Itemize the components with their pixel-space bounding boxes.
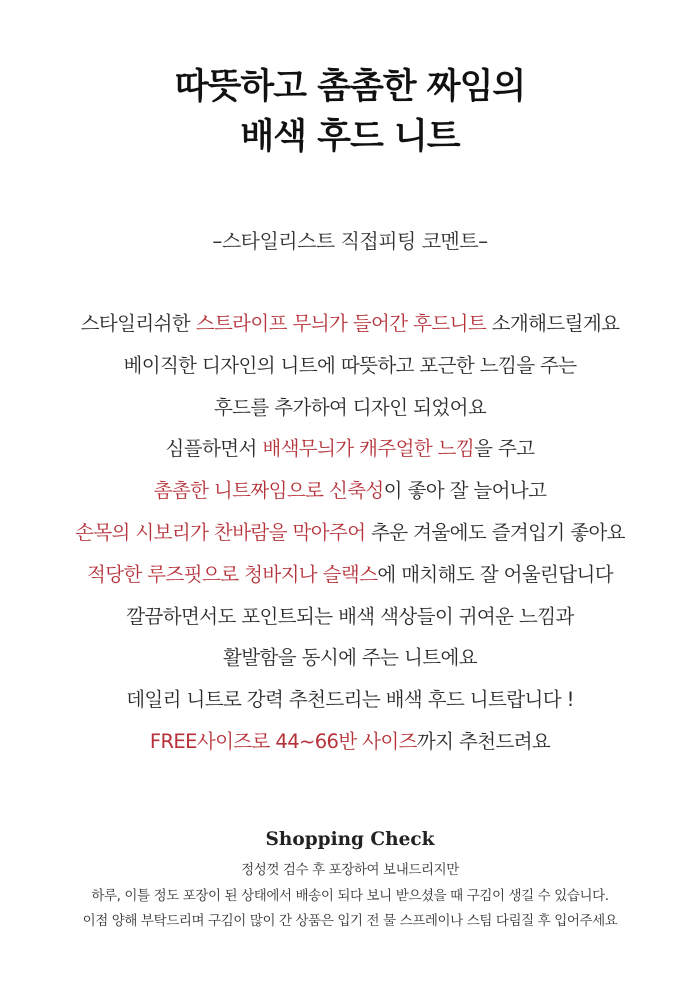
- description-line: [0, 596, 700, 638]
- highlighted-text: 배색무늬가 캐주얼한 느낌: [262, 437, 475, 461]
- description-text: 에 매치해도 잘 어울린답니다: [377, 562, 613, 586]
- highlighted-text: 적당한 루즈핏으로 청바지나 슬랙스: [87, 562, 378, 586]
- description-text: 후드를 추가하여 디자인 되었어요: [213, 395, 487, 419]
- description-line: [0, 637, 700, 679]
- highlighted-text: FREE사이즈로 44~66반 사이즈: [149, 729, 417, 753]
- description-text: 베이직한 디자인의 니트에 따뜻하고 포근한 느낌을 주는: [123, 353, 577, 377]
- description-line: [0, 345, 700, 387]
- description-line: [0, 512, 700, 554]
- description-text: 추운 겨울에도 즐겨입기 좋아요: [365, 520, 625, 544]
- description-text: 스타일리쉬한: [80, 312, 196, 335]
- description-text: 심플하면서: [165, 437, 263, 461]
- description-line: [0, 387, 700, 429]
- description-text: 데일리 니트로 강력 추천드리는 배색 후드 니트랍니다 !: [126, 688, 574, 712]
- description-text: 깔끔하면서도 포인트되는 배색 색상들이 귀여운 느낌과: [126, 604, 574, 628]
- shopping-check-line-3: 이점 양해 부탁드리며 구김이 많이 간 상품은 입기 전 물 스프레이나 스팀 다림질 후 입어주세요: [82, 913, 618, 929]
- stylist-comment-heading: –스타일리스트 직접피팅 코멘트–: [212, 229, 488, 253]
- description-text: 까지 추천드려요: [416, 729, 551, 753]
- product-title: [0, 62, 700, 162]
- description-line: [0, 679, 700, 721]
- description-text: 소개해드릴게요: [486, 312, 620, 335]
- description-text: 활발함을 동시에 주는 니트에요: [223, 646, 477, 670]
- description-text: 이 좋아 잘 늘어나고: [383, 479, 547, 503]
- product-title-line-1: 따뜻하고 촘촘한 짜임의: [174, 67, 526, 107]
- shopping-check-line-1: 정성껏 검수 후 포장하여 보내드리지만: [241, 862, 459, 878]
- description-line: [0, 554, 700, 596]
- description-line: [0, 721, 700, 763]
- shopping-check-line-2: 하루, 이틀 정도 포장이 된 상태에서 배송이 되다 보니 받으셨을 때 구김이 생길 수 있습니다.: [91, 887, 609, 904]
- shopping-check-section: [0, 826, 700, 935]
- description-text: 을 주고: [474, 437, 535, 461]
- highlighted-text: 촘촘한 니트짜임으로 신축성: [153, 479, 384, 503]
- highlighted-text: 손목의 시보리가 찬바람을 막아주어: [75, 520, 366, 544]
- shopping-check-title: Shopping Check: [265, 829, 435, 850]
- description-line: [0, 470, 700, 512]
- product-title-line-2: 배색 후드 니트: [240, 117, 460, 157]
- description-line: [0, 428, 700, 470]
- product-description: [0, 303, 700, 763]
- highlighted-text: 스트라이프 무늬가 들어간 후드니트: [195, 312, 487, 335]
- description-line: [0, 303, 700, 345]
